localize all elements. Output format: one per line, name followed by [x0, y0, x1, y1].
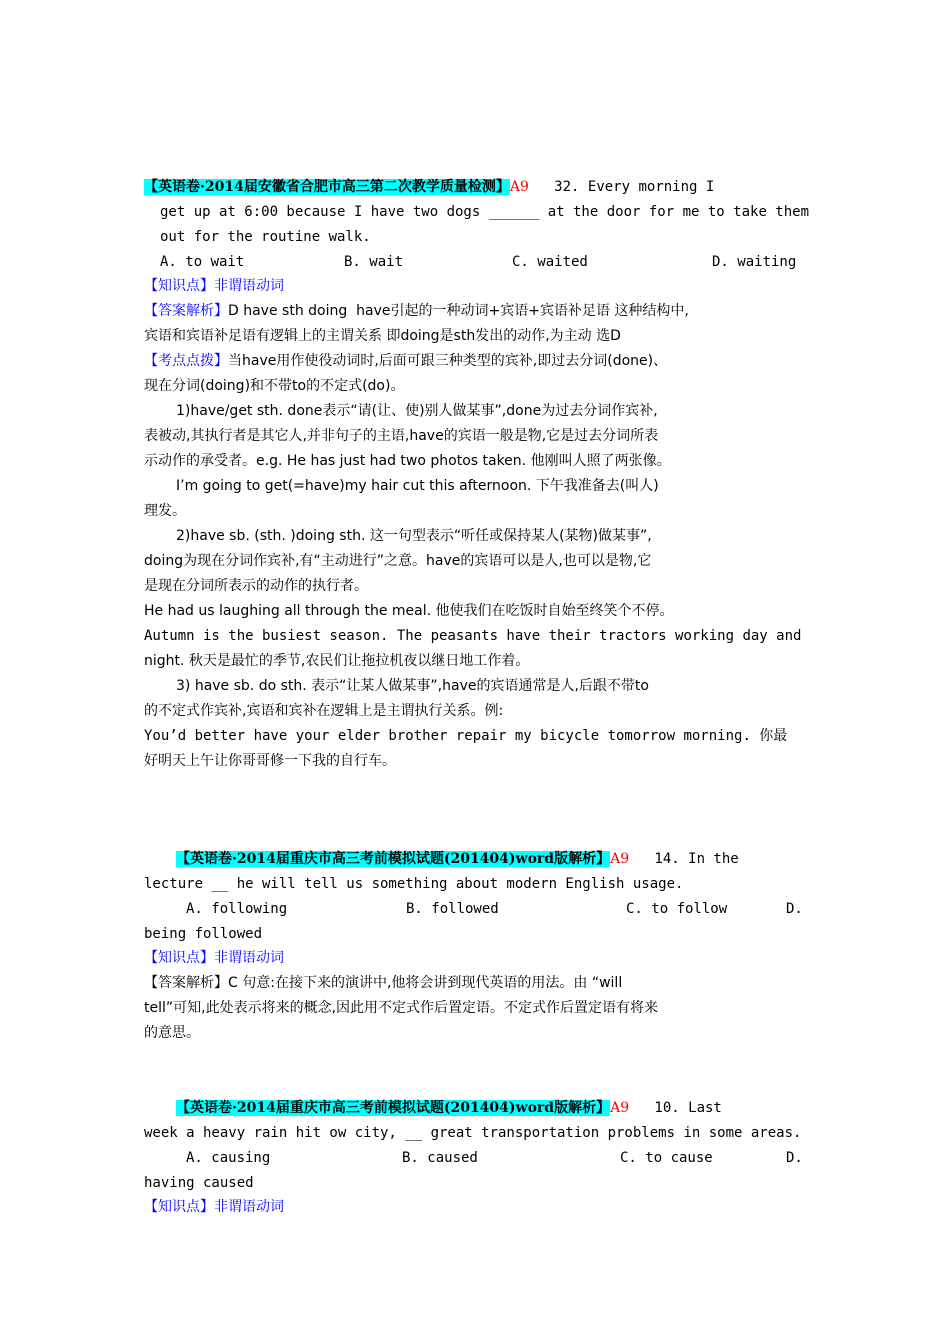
q1-answer-line2: 宾语和宾语补足语有逻辑上的主谓关系 即doing是sth发出的动作,为主动 选D — [144, 328, 621, 344]
q2-answer-line3: 的意思。 — [144, 1025, 200, 1041]
q3-knowledge-label: 【知识点】非谓语动词 — [144, 1199, 284, 1215]
q2-answer-line1: 【答案解析】C 句意:在接下来的演讲中,他将会讲到现代英语的用法。由 “will — [144, 975, 623, 991]
q1-p3-line2: 的不定式作宾补,宾语和宾补在逻辑上是主谓执行关系。例: — [144, 703, 504, 719]
q1-p1-line2: 表被动,其执行者是其它人,并非句子的主语,have的宾语一般是物,它是过去分词所表 — [144, 428, 659, 444]
q1-point-text: 当have用作使役动词时,后面可跟三种类型的宾补,即过去分词(done)、 — [228, 353, 668, 369]
q1-p3-line1: 3) have sb. do sth. 表示“让某人做某事”,have的宾语通常是人,后跟不带to — [176, 678, 649, 694]
q1-p2-line1: 2)have sb. (sth. )doing sth. 这一句型表示“听任或保持某人(某物)做某事”, — [176, 528, 652, 544]
q1-stem-line3: out for the routine walk. — [160, 229, 371, 245]
q1-p1-line4: I’m going to get(=have)my hair cut this afternoon. 下午我准备去(叫人) — [176, 478, 659, 494]
q1-p2-line6: night. 秋天是最忙的季节,农民们让拖拉机夜以继日地工作着。 — [144, 653, 530, 669]
q2-stem-line1: 14. In the — [654, 851, 739, 867]
q2-option-d: D. — [786, 901, 803, 917]
q1-point-label: 【考点点拨】 — [144, 353, 228, 369]
q1-answer-label: 【答案解析】 — [144, 303, 228, 319]
q1-header-line — [144, 177, 714, 201]
q1-stem-line2: get up at 6:00 because I have two dogs ______ at the door for me to take them — [160, 204, 810, 220]
q1-p3-line4: 好明天上午让你哥哥修一下我的自行车。 — [144, 753, 396, 769]
q1-p3-line3: You’d better have your elder brother repair my bicycle tomorrow morning. 你最 — [144, 728, 788, 744]
q3-option-a: A. causing — [186, 1150, 271, 1166]
q1-p2-line4: He had us laughing all through the meal. 他使我们在吃饭时自始至终笑个不停。 — [144, 603, 674, 619]
q2-option-d-text: being followed — [144, 926, 263, 942]
q1-knowledge-label: 【知识点】非谓语动词 — [144, 278, 284, 294]
q1-point-line2: 现在分词(doing)和不带to的不定式(do)。 — [144, 378, 405, 394]
q2-option-c: C. to follow — [626, 901, 728, 917]
q2-option-a: A. following — [186, 901, 288, 917]
q3-option-d: D. — [786, 1150, 803, 1166]
q1-p2-line3: 是现在分词所表示的动作的执行者。 — [144, 578, 368, 594]
q3-code: A9 — [610, 1100, 630, 1116]
q2-answer-line2: tell”可知,此处表示将来的概念,因此用不定式作后置定语。不定式作后置定语有将来 — [144, 1000, 659, 1016]
q2-stem-line2: lecture __ he will tell us something about modern English usage. — [144, 876, 684, 892]
q1-p1-line1: 1)have/get sth. done表示“请(让、使)别人做某事”,done为过去分词作宾补, — [176, 403, 658, 419]
q1-point-line1 — [144, 351, 667, 375]
q3-option-c: C. to cause — [620, 1150, 713, 1166]
q1-answer-text: D have sth doing have引起的一种动词+宾语+宾语补足语 这种结构中, — [228, 303, 689, 319]
q1-stem-line1: 32. Every morning I — [554, 179, 715, 195]
q2-knowledge-label: 【知识点】非谓语动词 — [144, 950, 284, 966]
q2-header-line — [176, 849, 739, 873]
q1-source: 【英语卷·2014届安徽省合肥市高三第二次教学质量检测】 — [144, 179, 510, 195]
q1-code: A9 — [509, 179, 529, 195]
q3-stem-line2: week a heavy rain hit ow city, __ great transportation problems in some areas. — [144, 1125, 802, 1141]
q1-option-b: B. wait — [344, 254, 404, 270]
q2-option-b: B. followed — [406, 901, 499, 917]
q1-option-a: A. to wait — [160, 254, 245, 270]
q3-stem-line1: 10. Last — [654, 1100, 722, 1116]
q3-option-d-text: having caused — [144, 1175, 254, 1191]
q3-option-b: B. caused — [402, 1150, 478, 1166]
q2-source: 【英语卷·2014届重庆市高三考前模拟试题(201404)word版解析】 — [176, 851, 611, 867]
q1-option-c: C. waited — [512, 254, 588, 270]
q1-answer-line1 — [144, 301, 689, 325]
q3-header-line — [176, 1098, 722, 1122]
q1-p2-line5: Autumn is the busiest season. The peasants have their tractors working day and — [144, 628, 802, 644]
q1-option-d: D. waiting — [712, 254, 797, 270]
q2-code: A9 — [610, 851, 630, 867]
q1-p1-line5: 理发。 — [144, 503, 186, 519]
q1-p2-line2: doing为现在分词作宾补,有“主动进行”之意。have的宾语可以是人,也可以是物,它 — [144, 553, 652, 569]
q1-p1-line3: 示动作的承受者。e.g. He has just had two photos taken. 他刚叫人照了两张像。 — [144, 453, 671, 469]
q3-source: 【英语卷·2014届重庆市高三考前模拟试题(201404)word版解析】 — [176, 1100, 611, 1116]
